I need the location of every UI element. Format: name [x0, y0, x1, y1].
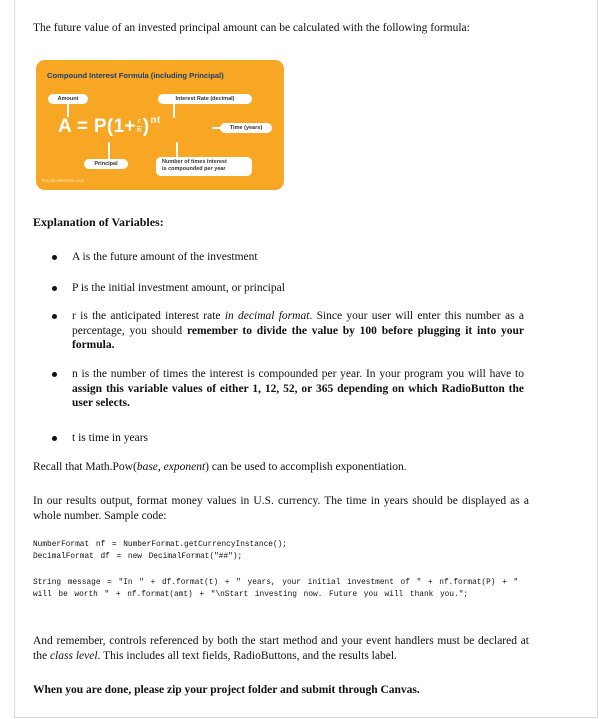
amount-label: Amount: [48, 94, 88, 104]
remember-emphasis: class level: [49, 649, 98, 662]
recall-text: [33, 460, 529, 475]
formula-left: A = P(1+: [58, 116, 136, 137]
bullet-r-bold: remember to divide the value by 100 before plugging it into your formula.: [72, 324, 524, 351]
formula-numerator: r: [137, 118, 141, 126]
bullet-dot: [52, 314, 57, 319]
results-text: In our results output, format money values in U.S. currency. The time in years should be displayed as a whole number. Sample code:: [33, 495, 529, 522]
bullet-p: P is the initial investment amount, or principal: [72, 282, 285, 294]
formula-denominator: n: [136, 127, 142, 135]
variables-heading: Explanation of Variables:: [33, 215, 164, 229]
recall-post: ) can be used to accomplish exponentiation.: [205, 461, 407, 473]
recall-pre: Recall that Math.Pow(: [33, 461, 137, 473]
compounds-connector: [176, 142, 178, 157]
compounds-label-line2: is compounded per year: [162, 166, 226, 172]
bullet-r-emphasis: in decimal format: [224, 310, 310, 322]
bullet-n-bold: assign this variable values of either 1, 12, 52, or 365 depending on which RadioButton the user selects.: [72, 382, 524, 409]
formula-image-title: Compound Interest Formula (including Principal): [47, 71, 224, 80]
bullet-a: A is the future amount of the investment: [72, 251, 258, 263]
bullet-n-text: n is the number of times the interest is compounded per year. In your program you will have to: [72, 368, 524, 380]
bullet-dot: [52, 286, 57, 291]
code-block-formatters: NumberFormat nf = NumberFormat.getCurrencyInstance(); DecimalFormat df = new DecimalFormat("##");: [33, 541, 287, 561]
bullet-r-text2: . Since your user will enter this number as a percentage, you should: [72, 310, 524, 337]
principal-connector: [108, 142, 110, 159]
remember-pre: And remember, controls referenced by both the start method and your event handlers must be declared at the: [33, 635, 529, 662]
compounds-label-line1: Number of times interest: [162, 159, 227, 165]
submission-instructions: When you are done, please zip your project folder and submit through Canvas.: [33, 684, 420, 696]
code-block-message: String message = "In " + df.format(t) + " years, your initial investment of " + nf.format(P) + " will be worth " + nf.format(amt) + "\nStart investing now. Future you will thank you.";: [33, 579, 525, 599]
bullet-r-text: r is the anticipated interest rate: [72, 310, 225, 322]
bullet-n: [72, 367, 524, 411]
rate-label: Interest Rate (decimal): [158, 94, 252, 104]
watermark: thecalculatorsite.com: [42, 178, 85, 183]
compounds-label: [156, 157, 252, 176]
compound-interest-formula: [58, 115, 160, 138]
formula-fraction: [137, 118, 142, 135]
formula-image: [36, 60, 284, 190]
bullet-t: t is time in years: [72, 432, 149, 444]
remember-post: . This includes all text fields, RadioButtons, and the results label.: [97, 649, 397, 662]
bullet-dot: [52, 372, 57, 377]
rate-connector: [173, 104, 175, 118]
bullet-dot: [52, 436, 57, 441]
principal-label: Principal: [84, 159, 128, 169]
bullet-r: [72, 309, 524, 353]
intro-text: The future value of an invested principal amount can be calculated with the following formula:: [33, 22, 470, 34]
bullet-dot: [52, 255, 57, 260]
recall-emphasis: base, exponent: [136, 461, 206, 473]
formula-right: ): [142, 116, 150, 137]
remember-text: [33, 634, 529, 663]
time-connector: [212, 127, 221, 129]
time-label: Time (years): [220, 123, 272, 133]
formula-exponent: nt: [150, 115, 161, 126]
